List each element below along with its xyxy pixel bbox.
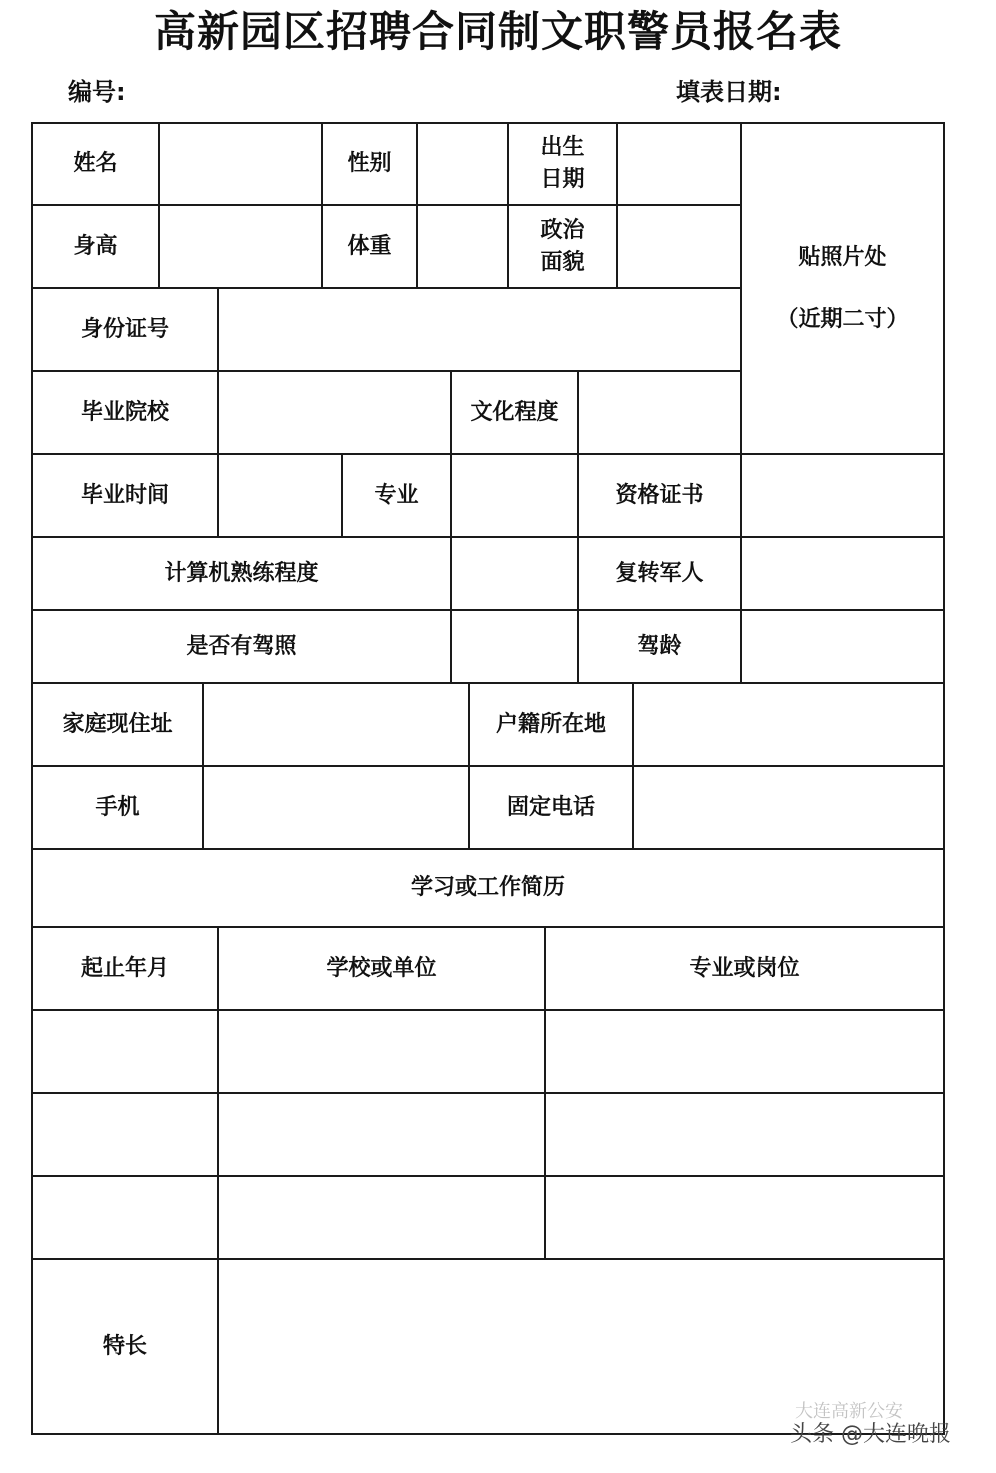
height-label: 身高 [31,206,160,289]
home-address-field[interactable] [204,684,470,767]
driving-years-label: 驾龄 [579,611,742,684]
form-title: 高新园区招聘合同制文职警员报名表 [153,7,842,56]
school-label: 毕业院校 [31,372,219,455]
education-label: 文化程度 [452,372,579,455]
resume-row-1-period[interactable] [31,1011,219,1094]
id-number-field[interactable] [219,289,742,372]
political-status-line2: 面貌 [540,249,585,275]
weight-label: 体重 [323,206,418,289]
watermark-faint: 大连高新公安 [795,1401,903,1422]
watermark: 头条 @大连晚报 [790,1422,951,1447]
computer-skill-field[interactable] [452,538,579,611]
resume-col-position: 专业或岗位 [546,928,945,1011]
driver-license-field[interactable] [452,611,579,684]
resume-row-2-period[interactable] [31,1094,219,1177]
education-field[interactable] [579,372,742,455]
mobile-field[interactable] [204,767,470,850]
driving-years-field[interactable] [742,611,945,684]
resume-row-3-position[interactable] [546,1177,945,1260]
gender-label: 性别 [323,122,418,206]
resume-col-period: 起止年月 [31,928,219,1011]
household-registration-field[interactable] [634,684,945,767]
resume-row-2-position[interactable] [546,1094,945,1177]
graduation-time-field[interactable] [219,455,343,538]
photo-size-note: （近期二寸） [776,306,909,332]
photo-area[interactable] [742,122,945,455]
graduation-time-label: 毕业时间 [31,455,219,538]
birth-date-field[interactable] [618,122,742,206]
specialty-label: 特长 [31,1260,219,1435]
computer-skill-label: 计算机熟练程度 [31,538,452,611]
gender-field[interactable] [418,122,509,206]
major-field[interactable] [452,455,579,538]
birth-date-label-line2: 日期 [540,167,585,192]
certificate-field[interactable] [742,455,945,538]
name-label: 姓名 [31,122,160,206]
home-address-label: 家庭现住址 [31,684,204,767]
landline-label: 固定电话 [470,767,634,850]
major-label: 专业 [343,455,452,538]
name-field[interactable] [160,122,323,206]
driver-license-label: 是否有驾照 [31,611,452,684]
school-field[interactable] [219,372,452,455]
serial-number-label: 编号: [68,78,126,106]
resume-row-2-organization[interactable] [219,1094,546,1177]
fill-date-label: 填表日期: [676,78,782,106]
resume-col-organization: 学校或单位 [219,928,546,1011]
height-field[interactable] [160,206,323,289]
weight-field[interactable] [418,206,509,289]
resume-row-3-organization[interactable] [219,1177,546,1260]
birth-date-label-line1: 出生 [540,135,585,160]
household-registration-label: 户籍所在地 [470,684,634,767]
political-status-label [509,206,618,289]
landline-field[interactable] [634,767,945,850]
resume-section-header: 学习或工作简历 [31,850,945,928]
political-status-field[interactable] [618,206,742,289]
photo-label: 贴照片处 [798,244,887,270]
veteran-field[interactable] [742,538,945,611]
birth-date-label [509,122,618,206]
mobile-label: 手机 [31,767,204,850]
political-status-line1: 政治 [540,217,585,243]
veteran-label: 复转军人 [579,538,742,611]
certificate-label: 资格证书 [579,455,742,538]
resume-row-3-period[interactable] [31,1177,219,1260]
id-number-label: 身份证号 [31,289,219,372]
resume-row-1-organization[interactable] [219,1011,546,1094]
resume-row-1-position[interactable] [546,1011,945,1094]
